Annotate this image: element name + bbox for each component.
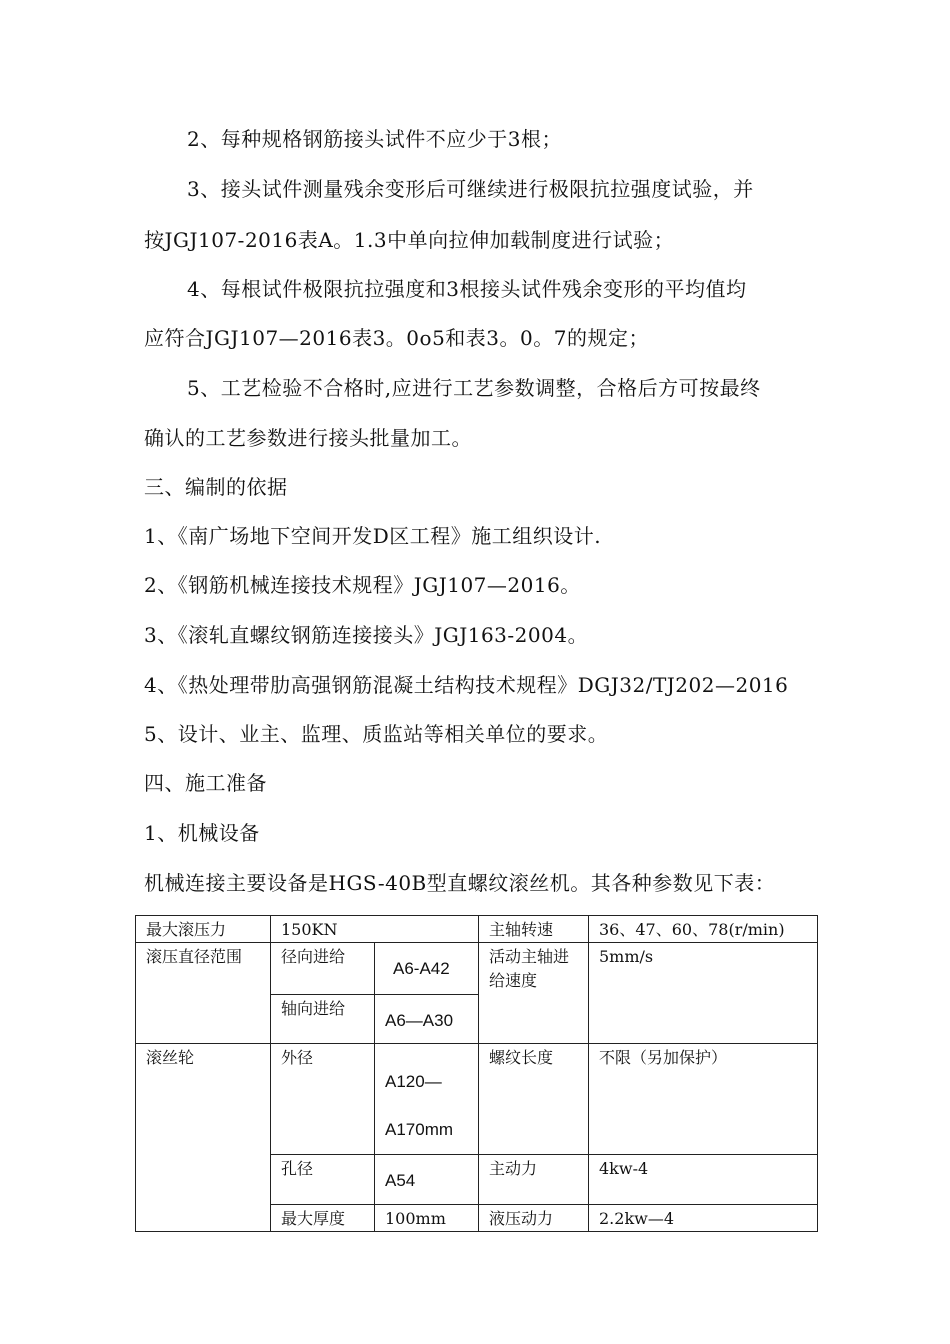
basis-item-5: 5、设计、业主、监理、质监站等相关单位的要求。 [144, 722, 609, 746]
table-cell: 螺纹长度 [479, 1044, 589, 1155]
paragraph-item-4-line1: 4、每根试件极限抗拉强度和3根接头试件残余变形的平均值均 [187, 277, 747, 301]
section-heading-basis: 三、编制的依据 [144, 475, 288, 499]
table-row [136, 1044, 818, 1155]
table-cell: 不限（另加保护） [589, 1044, 818, 1155]
table-cell: 最大厚度 [271, 1205, 375, 1232]
subsection-heading-equipment: 1、机械设备 [144, 821, 260, 845]
table-cell: 液压动力 [479, 1205, 589, 1232]
table-cell: 滚压直径范围 [136, 943, 271, 1044]
table-cell: 主轴转速 [479, 916, 589, 943]
paragraph-item-3-line2: 按JGJ107-2016表A。1.3中单向拉伸加载制度进行试验； [144, 228, 675, 252]
table-row [136, 916, 818, 943]
basis-item-2: 2、《钢筋机械连接技术规程》JGJ107—2016。 [144, 573, 581, 597]
equipment-intro: 机械连接主要设备是HGS-40B型直螺纹滚丝机。其各种参数见下表： [144, 871, 776, 895]
table-cell: 孔径 [271, 1155, 375, 1205]
table-cell: 36、47、60、78(r/min) [589, 916, 818, 943]
table-cell: 100mm [375, 1205, 479, 1232]
table-cell: 外径 [271, 1044, 375, 1155]
basis-item-3: 3、《滚轧直螺纹钢筋连接接头》JGJ163-2004。 [144, 623, 589, 647]
paragraph-item-5-line2: 确认的工艺参数进行接头批量加工。 [144, 426, 472, 450]
paragraph-item-5-line1: 5、工艺检验不合格时,应进行工艺参数调整，合格后方可按最终 [187, 376, 761, 400]
table-cell: 最大滚压力 [136, 916, 271, 943]
basis-item-1: 1、《南广场地下空间开发D区工程》施工组织设计. [144, 524, 602, 548]
table-cell: 4kw-4 [589, 1155, 818, 1205]
basis-item-4: 4、《热处理带肋高强钢筋混凝土结构技术规程》DGJ32/TJ202—2016 [144, 673, 789, 697]
table-cell: 5mm/s [589, 943, 818, 1044]
paragraph-item-2: 2、每种规格钢筋接头试件不应少于3根； [187, 127, 562, 151]
outer-diameter-max: A170mm [385, 1120, 454, 1139]
table-cell: 轴向进给 [271, 995, 375, 1044]
equipment-parameter-table [135, 915, 818, 1232]
outer-diameter-min: A120— [385, 1072, 442, 1091]
table-cell: 滚丝轮 [136, 1044, 271, 1232]
paragraph-item-4-line2: 应符合JGJ107—2016表3。0o5和表3。0。7的规定； [144, 326, 649, 350]
table-cell: A6—A30 [375, 995, 479, 1044]
table-cell: 2.2kw—4 [589, 1205, 818, 1232]
section-heading-preparation: 四、施工准备 [144, 771, 267, 795]
table-cell: 150KN [271, 916, 479, 943]
table-cell: A54 [375, 1155, 479, 1205]
table-cell: 径向进给 [271, 943, 375, 995]
table-row [136, 943, 818, 995]
table-cell: 活动主轴进给速度 [479, 943, 589, 1044]
table-cell [375, 1044, 479, 1155]
table-cell: 主动力 [479, 1155, 589, 1205]
table-cell: A6-A42 [375, 943, 479, 995]
paragraph-item-3-line1: 3、接头试件测量残余变形后可继续进行极限抗拉强度试验，并 [187, 177, 754, 201]
